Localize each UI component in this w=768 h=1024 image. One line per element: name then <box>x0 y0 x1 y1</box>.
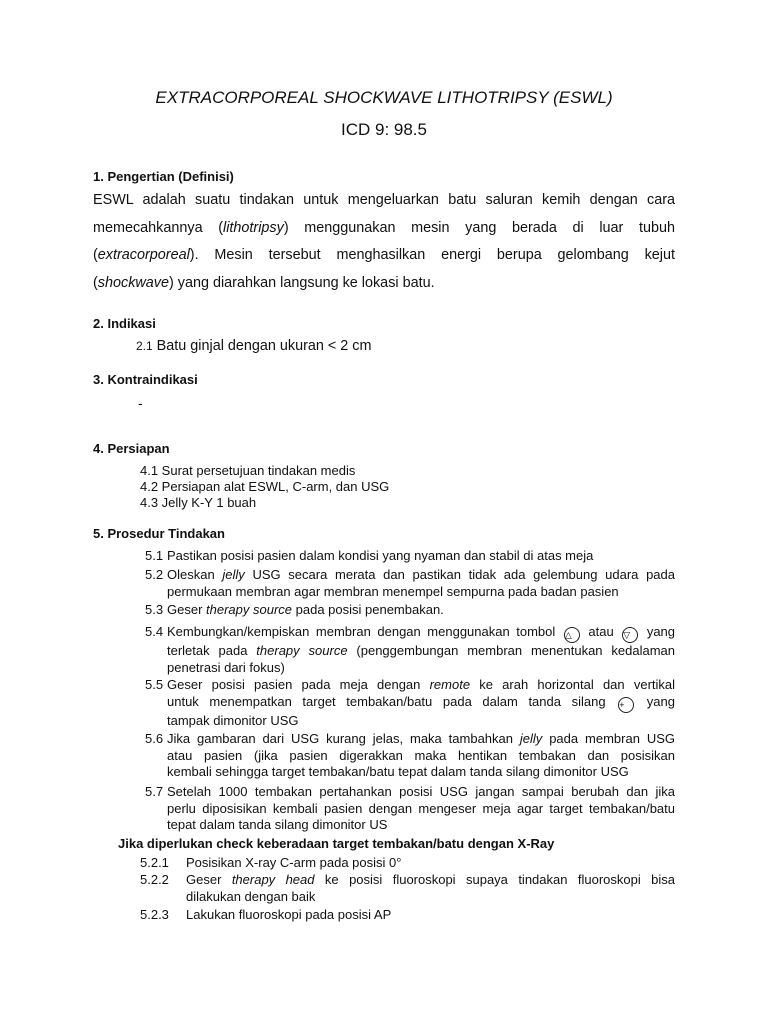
definition-line: memecahkannya (lithotripsy) menggunakan mesin yang berada di luar tubuh <box>93 219 675 236</box>
section-1-definition <box>93 187 675 297</box>
preparation-item: 4.2 Persiapan alat ESWL, C-arm, dan USG <box>140 479 390 494</box>
icd-code: ICD 9: 98.5 <box>341 120 427 139</box>
section-5-heading: 5. Prosedur Tindakan <box>93 526 225 541</box>
crosshair-icon: + <box>618 697 634 713</box>
document-page: EXTRACORPOREAL SHOCKWAVE LITHOTRIPSY (ESWL) ICD 9: 98.5 1. Pengertian (Definisi) ESWL adalah suatu tindakan untuk mengeluarkan batu saluran kemih dengan cara memecahkannya (lithotripsy) menggunakan mesin yang berada di luar tubuh (extracorporeal). Mesin tersebut menghasilkan energi berupa gelombang kejut (shockwave) yang diarahkan langsung ke lokasi batu. 2. Indikasi 2.1 Batu ginjal dengan ukuran < 2 cm 3. Kontraindikasi - 4. Persiapan 4.1 Surat persetujuan tindakan medis 4.2 Persiapan alat ESWL, C-arm, dan USG 4.3 Jelly K-Y 1 buah 5. Prosedur Tindakan 5.1 Pastikan posisi pasien dalam kondisi yang nyaman dan stabil di atas meja 5.2 Oleskan jelly USG secara merata dan pastikan tidak ada gelembung udara pada permukaan membran agar membran menempel sempurna pada badan pasien 5.3 Geser therapy source pada posisi penembakan. 5.4 Kembungkan/kempiskan membran dengan menggunakan tombol △ atau ▽ yang terletak pada therapy source (penggembungan membran menentukan kedalaman penetrasi dari fokus) 5.5 Geser posisi pasien pada meja dengan remote ke arah horizontal dan vertikal untuk menempatkan target tembakan/batu pada dalam tanda silang + yang tampak dimonitor USG 5.6 Jika gambaran dari USG kurang jelas, maka tambahkan jelly pada membran USG atau pasien (jika pasien digerakkan maka hentikan tembakan dan posisikan kembali sehingga target tembakan/batu tepat dalam tanda silang dimonitor USG 5.7 Setelah 1000 tembakan pertahankan posisi USG jangan sampai berubah dan jika perlu diposisikan kembali pasien dengan mengeser meja agar target tembakan/batu tepat dalam tanda silang dimonitor US Jika diperlukan check keberadaan target tembakan/batu dengan X-Ray 5.2.1 Posisikan X-ray C-arm pada posisi 0° 5.2.2 Geser therapy head ke posisi fluoroskopi supaya tindakan fluoroskopi bisa dilakukan dengan baik 5.2.3 Lakukan fluoroskopi pada posisi AP <box>0 0 768 1024</box>
preparation-item: 4.3 Jelly K-Y 1 buah <box>140 495 257 510</box>
preparation-item: 4.1 Surat persetujuan tindakan medis <box>140 463 356 478</box>
definition-line: (extracorporeal). Mesin tersebut menghasilkan energi berupa gelombang kejut <box>93 247 675 263</box>
definition-line: (shockwave) yang diarahkan langsung ke lokasi batu. <box>93 274 435 291</box>
indication-item: 2.1 Batu ginjal dengan ukuran < 2 cm <box>136 338 372 354</box>
section-4-heading: 4. Persiapan <box>93 441 170 456</box>
section-3-heading: 3. Kontraindikasi <box>93 372 198 387</box>
section-1-heading: 1. Pengertian (Definisi) <box>93 169 234 184</box>
xray-check-heading: Jika diperlukan check keberadaan target tembakan/batu dengan X-Ray <box>118 836 555 851</box>
section-2-heading: 2. Indikasi <box>93 316 156 331</box>
document-title: EXTRACORPOREAL SHOCKWAVE LITHOTRIPSY (ESWL) <box>155 88 613 107</box>
deflate-button-icon: ▽ <box>622 627 638 643</box>
inflate-button-icon: △ <box>564 627 580 643</box>
definition-line: ESWL adalah suatu tindakan untuk mengeluarkan batu saluran kemih dengan cara <box>93 192 675 208</box>
contraindication-item: - <box>138 395 143 411</box>
